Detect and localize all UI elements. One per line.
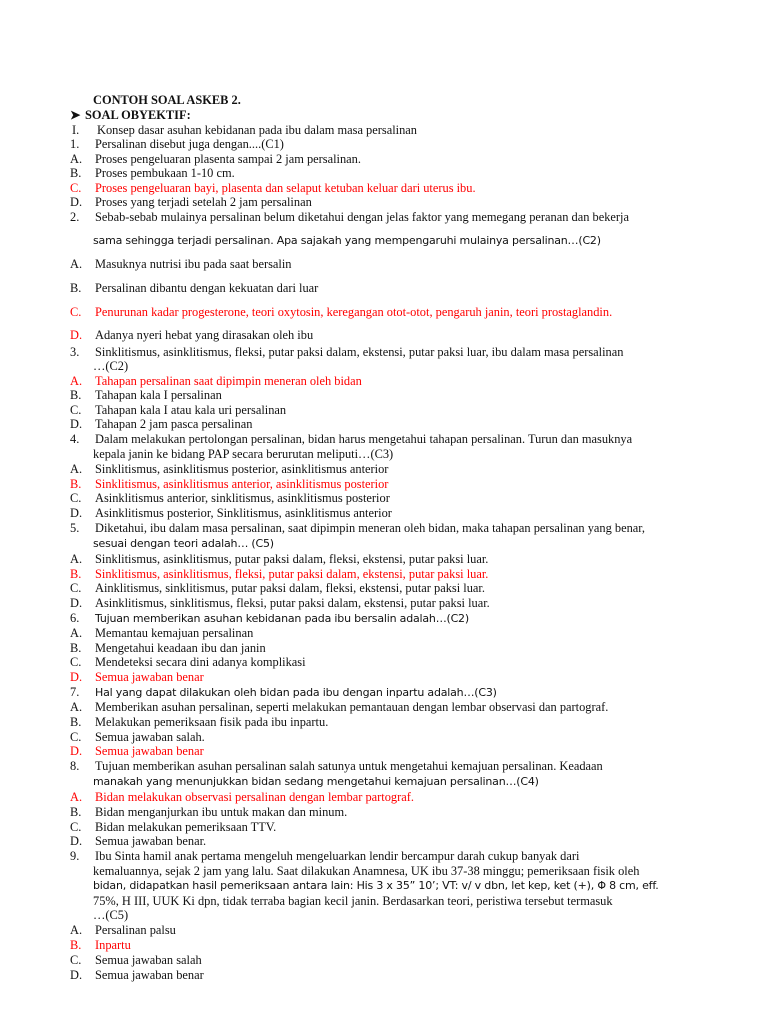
q5-option-d — [70, 596, 490, 610]
question-5 — [70, 521, 645, 535]
question-9-line-4: 75%, H III, UUK Ki dpn, tidak terraba bagian kecil janin. Berdasarkan teori, peristiwa tersebut termasuk — [93, 894, 613, 908]
option-label: C. — [70, 403, 82, 417]
question-text: Tujuan memberikan asuhan kebidanan pada ibu bersalin adalah…(C2) — [95, 612, 469, 625]
question-number: 8. — [70, 759, 80, 773]
q8-option-a-answer — [70, 790, 414, 804]
option-label: A. — [70, 257, 83, 271]
question-5-continued: sesuai dengan teori adalah… (C5) — [93, 537, 274, 550]
option-text: Semua jawaban benar — [95, 670, 204, 684]
q3-option-b — [70, 388, 222, 402]
subsection-label: I. — [72, 123, 80, 137]
option-label: B. — [70, 477, 82, 491]
question-text: Dalam melakukan pertolongan persalinan, bidan harus mengetahui tahapan persalinan. Turun dan masuknya — [95, 432, 633, 446]
question-number: 6. — [70, 611, 80, 625]
question-text: Diketahui, ibu dalam masa persalinan, saat dipimpin meneran oleh bidan, maka tahapan persalinan yang benar, — [95, 521, 646, 535]
question-9-line-2: kemaluannya, sejak 2 jam yang lalu. Saat dilakukan Anamnesa, UK ibu 37-38 minggu; pemeriksaan fisik oleh — [93, 864, 640, 878]
option-label: C. — [70, 820, 82, 834]
option-label: B. — [70, 166, 82, 180]
question-number: 2. — [70, 210, 80, 224]
question-number: 3. — [70, 345, 80, 359]
option-label: D. — [70, 834, 83, 848]
option-text: Sinklitismus, asinklitismus, putar paksi dalam, fleksi, ekstensi, putar paksi luar. — [95, 552, 489, 566]
question-2 — [70, 210, 629, 224]
option-label: B. — [70, 805, 82, 819]
question-number: 9. — [70, 849, 80, 863]
option-text: Tahapan kala I atau kala uri persalinan — [95, 403, 287, 417]
q9-option-b-answer — [70, 938, 131, 952]
q2-option-d — [70, 328, 313, 342]
question-number: 1. — [70, 137, 80, 151]
q9-option-c — [70, 953, 202, 967]
q2-option-a — [70, 257, 291, 271]
option-label: C. — [70, 305, 82, 319]
option-text: Mendeteksi secara dini adanya komplikasi — [95, 655, 306, 669]
option-text: Mengetahui keadaan ibu dan janin — [95, 641, 266, 655]
option-text: Melakukan pemeriksaan fisik pada ibu inpartu. — [95, 715, 329, 729]
option-label: C. — [70, 581, 82, 595]
q1-option-d — [70, 195, 312, 209]
option-text: Memberikan asuhan persalinan, seperti melakukan pemantauan dengan lembar observasi dan partograf. — [95, 700, 609, 714]
q7-option-c — [70, 730, 205, 744]
option-text: Persalinan palsu — [95, 923, 176, 937]
option-label: D. — [70, 596, 83, 610]
option-label: A. — [70, 790, 83, 804]
q3-option-d — [70, 417, 252, 431]
option-label: C. — [70, 655, 82, 669]
option-text: Asinklitismus anterior, sinklitismus, asinklitismus posterior — [95, 491, 390, 505]
option-text: Proses yang terjadi setelah 2 jam persalinan — [95, 195, 312, 209]
subsection-text: Konsep dasar asuhan kebidanan pada ibu dalam masa persalinan — [97, 123, 417, 137]
option-label: B. — [70, 567, 82, 581]
question-text: Persalinan disebut juga dengan....(C1) — [95, 137, 284, 151]
option-text: Semua jawaban salah. — [95, 730, 205, 744]
option-text: Semua jawaban salah — [95, 953, 202, 967]
option-text: Bidan melakukan pemeriksaan TTV. — [95, 820, 277, 834]
option-text: Semua jawaban benar — [95, 744, 204, 758]
option-label: B. — [70, 641, 82, 655]
q7-option-a — [70, 700, 608, 714]
question-7 — [70, 685, 497, 700]
q4-option-b-answer — [70, 477, 388, 491]
option-text: Tahapan kala I persalinan — [95, 388, 222, 402]
question-9 — [70, 849, 579, 863]
option-label: A. — [70, 626, 83, 640]
option-text: Semua jawaban benar. — [95, 834, 207, 848]
document-title: CONTOH SOAL ASKEB 2. — [93, 93, 241, 107]
q7-option-b — [70, 715, 328, 729]
q3-option-a-answer — [70, 374, 362, 388]
subsection-heading — [72, 123, 417, 137]
question-text: Tujuan memberikan asuhan persalinan salah satunya untuk mengetahui kemajuan persalinan. Keadaan — [95, 759, 603, 773]
question-4-continued: kepala janin ke bidang PAP secara berurutan meliputi…(C3) — [93, 447, 394, 461]
q5-option-a — [70, 552, 488, 566]
question-8 — [70, 759, 603, 773]
option-label: A. — [70, 374, 83, 388]
option-label: A. — [70, 152, 83, 166]
option-label: D. — [70, 328, 83, 342]
q3-option-c — [70, 403, 286, 417]
option-text: Sinklitismus, asinklitismus posterior, asinklitismus anterior — [95, 462, 389, 476]
option-label: A. — [70, 462, 83, 476]
question-number: 5. — [70, 521, 80, 535]
question-text: Ibu Sinta hamil anak pertama mengeluh mengeluarkan lendir bercampur darah cukup banyak dari — [95, 849, 580, 863]
option-text: Inpartu — [95, 938, 131, 952]
option-label: D. — [70, 670, 83, 684]
q1-option-a — [70, 152, 361, 166]
option-text: Asinklitismus posterior, Sinklitismus, asinklitismus anterior — [95, 506, 392, 520]
option-text: Proses pembukaan 1-10 cm. — [95, 166, 235, 180]
q4-option-c — [70, 491, 390, 505]
option-label: B. — [70, 388, 82, 402]
option-text: Sinklitismus, asinklitismus, fleksi, putar paksi dalam, ekstensi, putar paksi luar. — [95, 567, 489, 581]
option-text: Masuknya nutrisi ibu pada saat bersalin — [95, 257, 292, 271]
option-label: B. — [70, 715, 82, 729]
q9-option-a — [70, 923, 176, 937]
option-label: B. — [70, 938, 82, 952]
option-label: A. — [70, 923, 83, 937]
option-label: D. — [70, 968, 83, 982]
question-text: Sebab-sebab mulainya persalinan belum diketahui dengan jelas faktor yang memegang peranan dan bekerja — [95, 210, 629, 224]
q5-option-b-answer — [70, 567, 488, 581]
option-text: Asinklitismus, sinklitismus, fleksi, putar paksi dalam, ekstensi, putar paksi luar. — [95, 596, 490, 610]
q8-option-d — [70, 834, 206, 848]
q6-option-b — [70, 641, 266, 655]
q9-option-d — [70, 968, 204, 982]
question-3 — [70, 345, 623, 359]
question-9-line-5: …(C5) — [93, 908, 129, 922]
q4-option-a — [70, 462, 388, 476]
option-label: B. — [70, 281, 82, 295]
option-text: Persalinan dibantu dengan kekuatan dari luar — [95, 281, 319, 295]
option-text: Adanya nyeri hebat yang dirasakan oleh ibu — [95, 328, 314, 342]
section-heading — [70, 108, 191, 122]
option-text: Proses pengeluaran bayi, plasenta dan selaput ketuban keluar dari uterus ibu. — [95, 181, 476, 195]
question-1 — [70, 137, 284, 151]
q6-option-c — [70, 655, 306, 669]
option-label: C. — [70, 491, 82, 505]
question-text: Hal yang dapat dilakukan oleh bidan pada ibu dengan inpartu adalah…(C3) — [95, 686, 497, 699]
option-label: D. — [70, 744, 83, 758]
q4-option-d — [70, 506, 392, 520]
option-text: Tahapan persalinan saat dipimpin meneran oleh bidan — [95, 374, 362, 388]
option-label: C. — [70, 953, 82, 967]
option-text: Bidan menganjurkan ibu untuk makan dan minum. — [95, 805, 348, 819]
q6-option-d-answer — [70, 670, 204, 684]
q1-option-b — [70, 166, 235, 180]
q6-option-a — [70, 626, 253, 640]
option-text: Proses pengeluaran plasenta sampai 2 jam persalinan. — [95, 152, 361, 166]
option-label: A. — [70, 552, 83, 566]
option-label: A. — [70, 700, 83, 714]
option-text: Sinklitismus, asinklitismus anterior, asinklitismus posterior — [95, 477, 389, 491]
question-2-continued: sama sehingga terjadi persalinan. Apa sajakah yang mempengaruhi mulainya persalinan…(C2) — [93, 234, 601, 247]
option-text: Ainklitismus, sinklitismus, putar paksi dalam, fleksi, ekstensi, putar paksi luar. — [95, 581, 485, 595]
question-6 — [70, 611, 469, 626]
question-number: 4. — [70, 432, 80, 446]
option-text: Tahapan 2 jam pasca persalinan — [95, 417, 253, 431]
question-8-continued: manakah yang menunjukkan bidan sedang mengetahui kemajuan persalinan…(C4) — [93, 775, 539, 788]
question-9-line-3: bidan, didapatkan hasil pemeriksaan antara lain: His 3 x 35” 10’; VT: v/ v dbn, let kep, ket (+), Φ 8 cm, eff. — [93, 879, 659, 892]
option-label: D. — [70, 417, 83, 431]
option-text: Semua jawaban benar — [95, 968, 204, 982]
q2-option-c-answer — [70, 305, 612, 319]
question-3-continued: …(C2) — [93, 359, 129, 373]
option-text: Bidan melakukan observasi persalinan dengan lembar partograf. — [95, 790, 414, 804]
option-text: Penurunan kadar progesterone, teori oxytosin, keregangan otot-otot, pengaruh janin, teori prostaglandin. — [95, 305, 613, 319]
option-label: D. — [70, 195, 83, 209]
question-number: 7. — [70, 685, 80, 699]
arrow-bullet-icon: ➤ — [70, 108, 81, 122]
q5-option-c — [70, 581, 485, 595]
option-label: D. — [70, 506, 83, 520]
question-text: Sinklitismus, asinklitismus, fleksi, putar paksi dalam, ekstensi, putar paksi luar, ibu dalam masa persalinan — [95, 345, 624, 359]
question-4 — [70, 432, 632, 446]
option-label: C. — [70, 730, 82, 744]
q8-option-c — [70, 820, 276, 834]
option-text: Memantau kemajuan persalinan — [95, 626, 254, 640]
q2-option-b — [70, 281, 318, 295]
q7-option-d-answer — [70, 744, 204, 758]
q1-option-c-answer — [70, 181, 476, 195]
q8-option-b — [70, 805, 347, 819]
option-label: C. — [70, 181, 82, 195]
section-heading-text: SOAL OBYEKTIF: — [85, 108, 191, 122]
